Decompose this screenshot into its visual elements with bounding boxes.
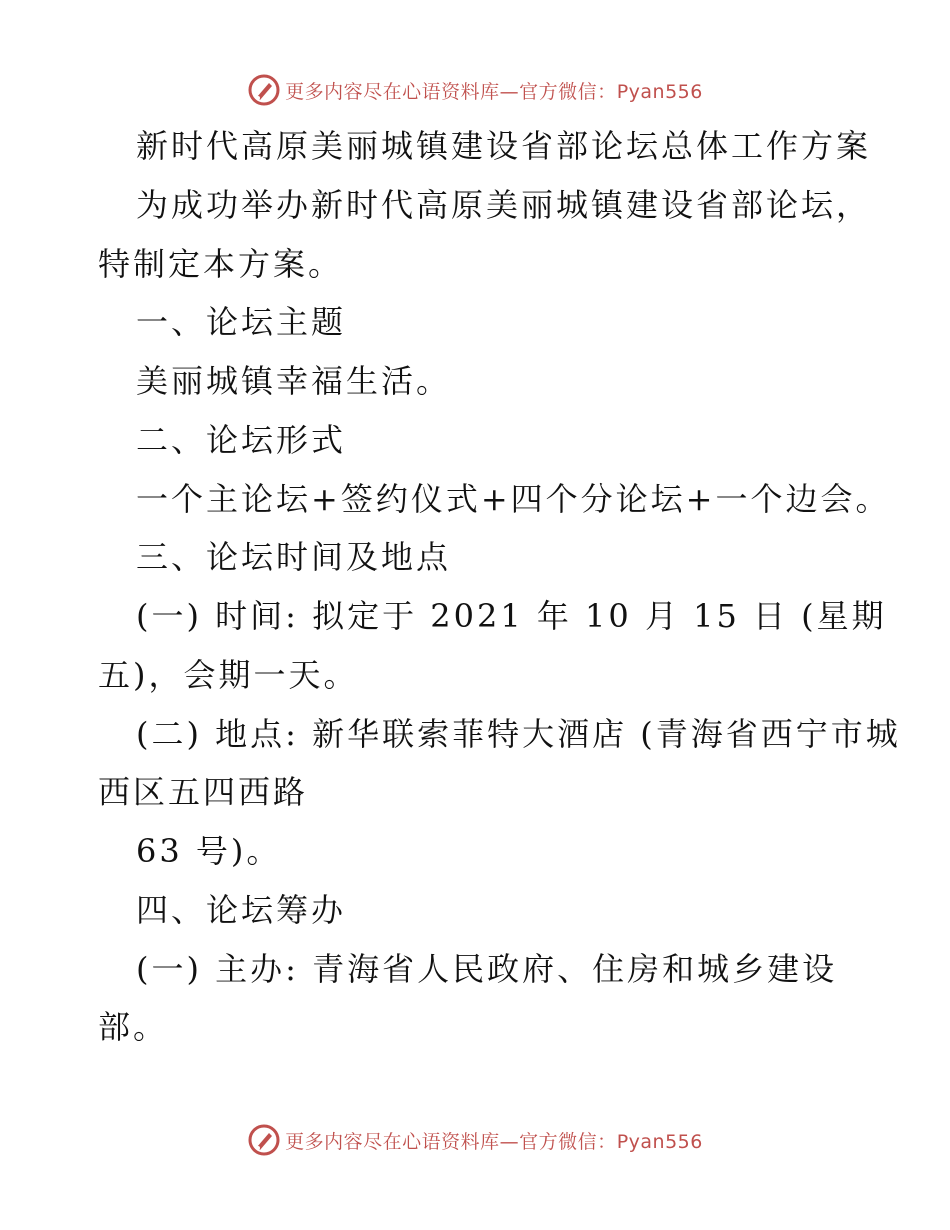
header-banner-title: 更多内容尽在心语资料库 <box>285 80 500 103</box>
section-2-heading: 二、论坛形式 <box>136 421 347 459</box>
pen-nib-logo-icon <box>247 1123 281 1157</box>
document-title: 新时代高原美丽城镇建设省部论坛总体工作方案 <box>136 127 872 165</box>
section-1-heading: 一、论坛主题 <box>136 303 347 341</box>
section-3-item-1-line-2: 五)，会期一天。 <box>98 656 359 694</box>
section-4-heading: 四、论坛筹办 <box>136 891 347 929</box>
footer-banner <box>0 1120 950 1160</box>
section-3-item-2-line-3: 63 号)。 <box>136 832 282 870</box>
section-2-body: 一个主论坛+签约仪式+四个分论坛+一个边会。 <box>136 480 891 518</box>
header-banner-wechat-id: Pyan556 <box>616 80 703 103</box>
footer-banner-wechat-label: 官方微信： <box>519 1130 617 1153</box>
section-3-item-1-line-1: (一) 时间: 拟定于 2021 年 10 月 15 日 (星期 <box>136 597 887 635</box>
header-banner-wechat-label: 官方微信： <box>519 80 617 103</box>
header-banner-text <box>285 77 703 104</box>
section-1-body: 美丽城镇幸福生活。 <box>136 362 452 400</box>
pen-nib-logo-icon <box>247 73 281 107</box>
intro-line-1: 为成功举办新时代高原美丽城镇建设省部论坛， <box>136 186 872 224</box>
footer-banner-dash: — <box>499 1130 520 1153</box>
section-3-item-2-line-1: (二) 地点: 新华联索菲特大酒店 (青海省西宁市城 <box>136 715 901 753</box>
header-banner <box>0 70 950 110</box>
intro-line-2: 特制定本方案。 <box>98 245 344 283</box>
section-3-heading: 三、论坛时间及地点 <box>136 538 452 576</box>
section-3-item-2-line-2: 西区五四西路 <box>98 773 309 811</box>
footer-banner-title: 更多内容尽在心语资料库 <box>285 1130 500 1153</box>
header-banner-dash: — <box>499 80 520 103</box>
section-4-item-1-line-2: 部。 <box>98 1008 169 1046</box>
footer-banner-wechat-id: Pyan556 <box>616 1130 703 1153</box>
footer-banner-text <box>285 1127 703 1154</box>
section-4-item-1-line-1: (一) 主办: 青海省人民政府、住房和城乡建设 <box>136 950 838 988</box>
